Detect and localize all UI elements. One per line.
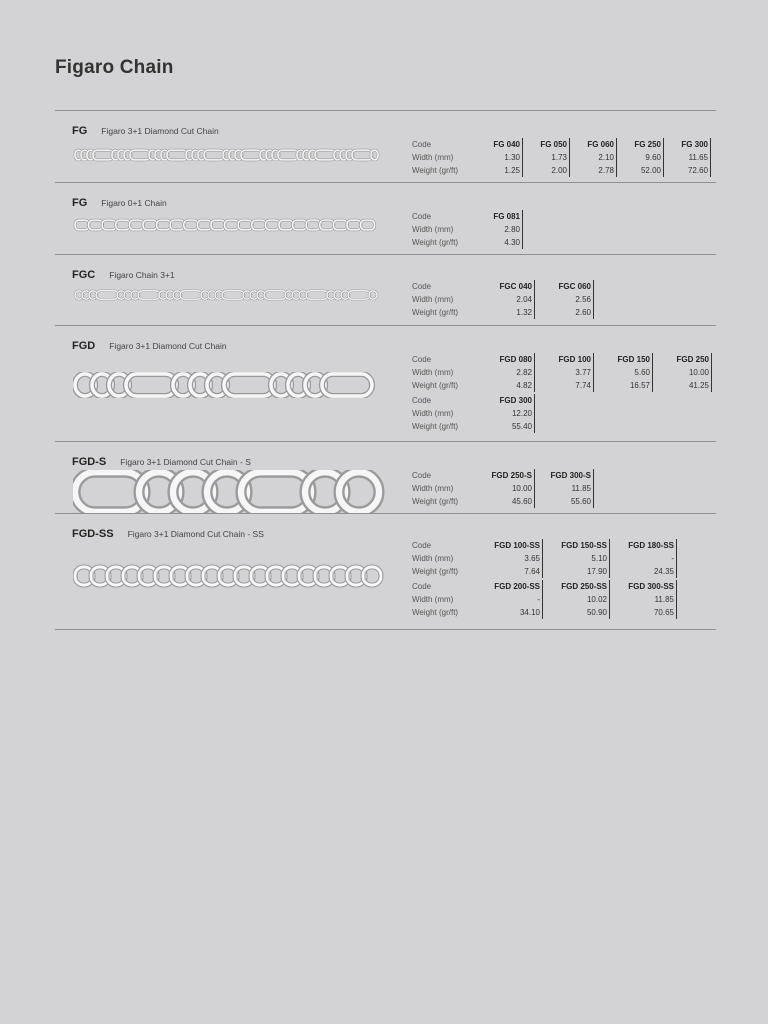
product-description: Figaro Chain 3+1	[109, 270, 175, 280]
spec-cell: FG 300	[664, 138, 711, 151]
spec-row-width	[412, 151, 711, 164]
spec-cell: 10.02	[543, 593, 610, 606]
section-header	[72, 265, 175, 283]
spec-row-code	[412, 539, 677, 552]
spec-cell: FG 060	[570, 138, 617, 151]
spec-cell: 5.60	[594, 366, 653, 379]
row-label: Code	[412, 471, 432, 480]
spec-row-width	[412, 223, 523, 236]
spec-row-weight	[412, 495, 594, 508]
product-section-fgd	[55, 325, 716, 442]
spec-cell: FG 050	[523, 138, 570, 151]
spec-cell: FGD 100-SS	[476, 539, 543, 552]
spec-cell: 4.30	[476, 236, 523, 249]
spec-table	[412, 539, 677, 621]
row-label: Width (mm)	[412, 225, 454, 234]
spec-cell: 11.85	[535, 482, 594, 495]
product-description: Figaro 3+1 Diamond Cut Chain	[101, 126, 219, 136]
spec-group	[412, 138, 711, 177]
chain-image	[73, 564, 385, 588]
spec-row-width	[412, 552, 677, 565]
spec-cell: 10.00	[476, 482, 535, 495]
chain-image	[73, 218, 385, 232]
section-header	[72, 336, 227, 354]
row-label: Weight (gr/ft)	[412, 166, 459, 175]
product-section-fgc	[55, 254, 716, 326]
product-code: FGD-S	[72, 456, 107, 468]
spec-cell: 11.65	[664, 151, 711, 164]
chain-image	[73, 470, 385, 514]
spec-cell: 2.78	[570, 164, 617, 177]
row-label: Code	[412, 355, 432, 364]
spec-cell: 3.65	[476, 552, 543, 565]
spec-row-weight	[412, 379, 712, 392]
row-label: Code	[412, 140, 432, 149]
row-label: Weight (gr/ft)	[412, 422, 459, 431]
spec-row-code	[412, 394, 712, 407]
spec-table	[412, 138, 711, 179]
section-header	[72, 452, 251, 470]
spec-cell: FGD 150	[594, 353, 653, 366]
spec-cell: 10.00	[653, 366, 712, 379]
spec-row-width	[412, 366, 712, 379]
spec-cell: FGD 150-SS	[543, 539, 610, 552]
spec-cell: FGC 060	[535, 280, 594, 293]
row-label: Code	[412, 396, 432, 405]
spec-row-code	[412, 353, 712, 366]
spec-row-weight	[412, 164, 711, 177]
section-header	[72, 524, 264, 542]
spec-cell: 41.25	[653, 379, 712, 392]
spec-group	[412, 469, 594, 508]
spec-cell: FGD 200-SS	[476, 580, 543, 593]
spec-cell: FGD 080	[476, 353, 535, 366]
row-label: Code	[412, 541, 432, 550]
spec-cell: 2.82	[476, 366, 535, 379]
spec-cell: 17.90	[543, 565, 610, 578]
product-description: Figaro 3+1 Diamond Cut Chain - SS	[127, 529, 264, 539]
spec-group	[412, 394, 712, 433]
spec-cell: 9.60	[617, 151, 664, 164]
row-label: Code	[412, 582, 432, 591]
spec-cell: 2.80	[476, 223, 523, 236]
row-label: Weight (gr/ft)	[412, 381, 459, 390]
spec-cell: 2.56	[535, 293, 594, 306]
spec-cell: 2.60	[535, 306, 594, 319]
row-label: Code	[412, 212, 432, 221]
spec-row-code	[412, 210, 523, 223]
spec-cell: 72.60	[664, 164, 711, 177]
spec-cell: 3.77	[535, 366, 594, 379]
spec-cell: 7.64	[476, 565, 543, 578]
row-label: Code	[412, 282, 432, 291]
spec-group	[412, 580, 677, 619]
spec-cell: 52.00	[617, 164, 664, 177]
spec-cell: FGD 250-S	[476, 469, 535, 482]
spec-row-code	[412, 280, 594, 293]
spec-row-width	[412, 482, 594, 495]
spec-cell: FGD 100	[535, 353, 594, 366]
spec-cell: 70.65	[610, 606, 677, 619]
spec-cell: 45.60	[476, 495, 535, 508]
spec-row-width	[412, 407, 712, 420]
row-label: Width (mm)	[412, 409, 454, 418]
section-header	[72, 193, 167, 211]
spec-table	[412, 353, 712, 435]
product-description: Figaro 3+1 Diamond Cut Chain	[109, 341, 227, 351]
product-section-fgd-s	[55, 441, 716, 514]
spec-cell: 2.04	[476, 293, 535, 306]
spec-row-weight	[412, 236, 523, 249]
product-code: FG	[72, 125, 88, 137]
row-label: Width (mm)	[412, 153, 454, 162]
row-label: Weight (gr/ft)	[412, 497, 459, 506]
spec-table	[412, 280, 594, 321]
product-section-fg	[55, 182, 716, 255]
spec-cell: FGD 180-SS	[610, 539, 677, 552]
spec-cell: FGD 300-S	[535, 469, 594, 482]
spec-cell: FG 081	[476, 210, 523, 223]
spec-row-code	[412, 469, 594, 482]
spec-cell: 16.57	[594, 379, 653, 392]
product-code: FGD-SS	[72, 528, 114, 540]
spec-cell: 5.10	[543, 552, 610, 565]
spec-cell: FGD 300	[476, 394, 535, 407]
spec-row-weight	[412, 606, 677, 619]
spec-cell: 2.10	[570, 151, 617, 164]
row-label: Width (mm)	[412, 295, 454, 304]
spec-cell: 11.85	[610, 593, 677, 606]
spec-row-code	[412, 580, 677, 593]
spec-group	[412, 210, 523, 249]
spec-cell: FG 250	[617, 138, 664, 151]
spec-row-weight	[412, 306, 594, 319]
spec-row-weight	[412, 565, 677, 578]
spec-cell: -	[610, 552, 677, 565]
spec-cell: 4.82	[476, 379, 535, 392]
spec-cell: FGD 300-SS	[610, 580, 677, 593]
spec-row-code	[412, 138, 711, 151]
spec-cell: FG 040	[476, 138, 523, 151]
product-code: FG	[72, 197, 88, 209]
chain-image	[73, 288, 385, 302]
spec-cell: -	[476, 593, 543, 606]
spec-table	[412, 210, 523, 251]
spec-cell: 55.60	[535, 495, 594, 508]
spec-cell: 34.10	[476, 606, 543, 619]
spec-cell: 50.90	[543, 606, 610, 619]
page-title: Figaro Chain	[55, 57, 174, 78]
row-label: Weight (gr/ft)	[412, 567, 459, 576]
spec-cell: FGC 040	[476, 280, 535, 293]
row-label: Width (mm)	[412, 595, 454, 604]
spec-group	[412, 539, 677, 578]
spec-group	[412, 353, 712, 392]
spec-table	[412, 469, 594, 510]
row-label: Width (mm)	[412, 484, 454, 493]
row-label: Weight (gr/ft)	[412, 238, 459, 247]
spec-row-width	[412, 293, 594, 306]
row-label: Width (mm)	[412, 368, 454, 377]
spec-cell: 1.32	[476, 306, 535, 319]
product-section-fg	[55, 110, 716, 183]
spec-cell: 1.73	[523, 151, 570, 164]
spec-cell: 24.35	[610, 565, 677, 578]
section-header	[72, 121, 219, 139]
spec-cell: 1.30	[476, 151, 523, 164]
spec-cell: 7.74	[535, 379, 594, 392]
product-code: FGD	[72, 340, 96, 352]
row-label: Width (mm)	[412, 554, 454, 563]
spec-group	[412, 280, 594, 319]
product-section-fgd-ss	[55, 513, 716, 630]
spec-cell: 55.40	[476, 420, 535, 433]
spec-cell: 2.00	[523, 164, 570, 177]
spec-cell: 12.20	[476, 407, 535, 420]
product-description: Figaro 3+1 Diamond Cut Chain - S	[120, 457, 251, 467]
chain-image	[73, 372, 385, 398]
spec-cell: FGD 250-SS	[543, 580, 610, 593]
row-label: Weight (gr/ft)	[412, 308, 459, 317]
product-code: FGC	[72, 269, 96, 281]
row-label: Weight (gr/ft)	[412, 608, 459, 617]
chain-image	[73, 148, 385, 162]
spec-row-width	[412, 593, 677, 606]
product-description: Figaro 0+1 Chain	[101, 198, 167, 208]
spec-cell: 1.25	[476, 164, 523, 177]
spec-row-weight	[412, 420, 712, 433]
spec-cell: FGD 250	[653, 353, 712, 366]
